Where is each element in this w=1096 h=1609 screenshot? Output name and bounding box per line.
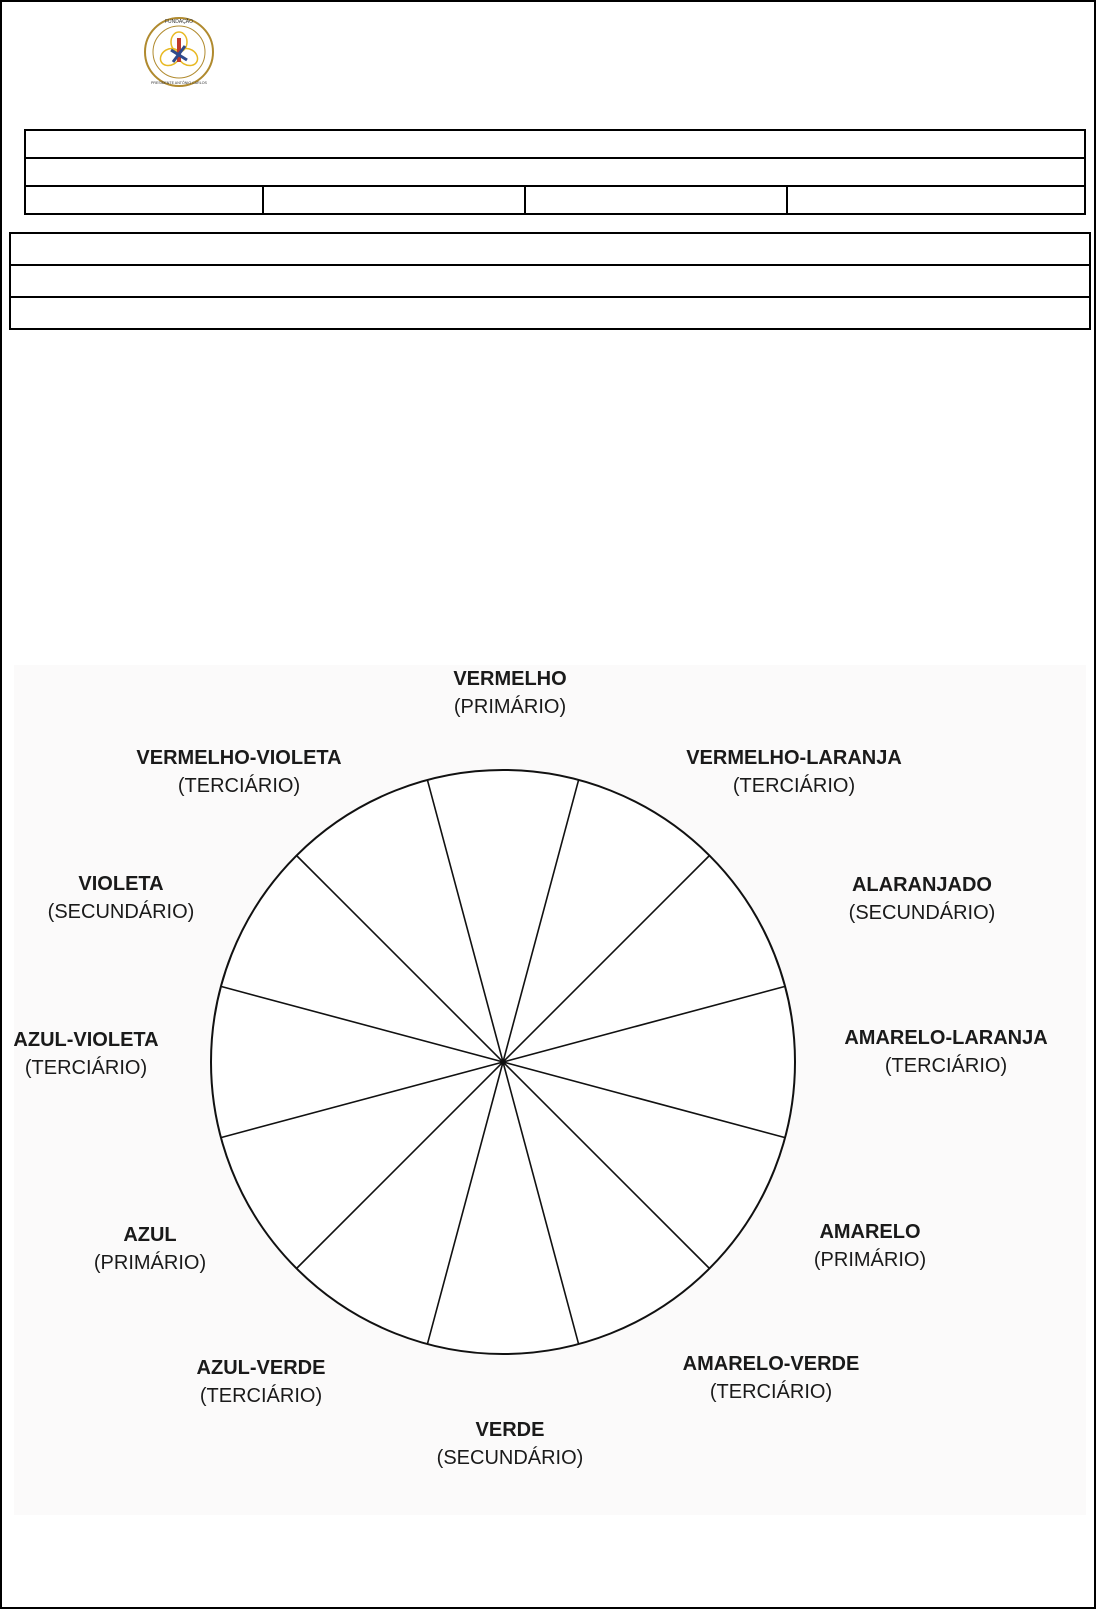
- activity-info-table: [9, 232, 1091, 330]
- color-type: (PRIMÁRIO): [93, 1252, 207, 1274]
- color-wheel-area: [14, 665, 1086, 1515]
- color-label-vermelho-violeta: [136, 744, 341, 800]
- color-label-azul: [94, 1221, 206, 1277]
- form-field[interactable]: [525, 186, 787, 214]
- form-row: [10, 265, 1090, 297]
- color-name: AMARELO-VERDE: [682, 1353, 860, 1375]
- color-label-vermelho: [453, 665, 566, 721]
- logo-text-bottom: PRESIDENTE ANTÔNIO CARLOS: [151, 81, 207, 85]
- color-name: VERMELHO: [453, 668, 567, 690]
- color-name: AZUL-VERDE: [196, 1357, 326, 1379]
- foundation-seal-logo: [143, 16, 215, 88]
- color-type: (TERCIÁRIO): [199, 1385, 323, 1407]
- color-type: (TERCIÁRIO): [709, 1381, 833, 1403]
- color-type: (SECUNDÁRIO): [47, 901, 195, 923]
- logo-text-top: FUNDAÇÃO: [164, 19, 194, 25]
- student-info-table: [24, 129, 1086, 215]
- form-row: [25, 158, 1085, 186]
- color-name: VERMELHO-VIOLETA: [136, 747, 342, 769]
- color-name: AZUL-VIOLETA: [13, 1029, 159, 1051]
- color-label-azul-verde: [197, 1354, 326, 1410]
- form-row: [25, 130, 1085, 158]
- form-field[interactable]: [787, 186, 1085, 214]
- color-label-amarelo-verde: [683, 1350, 860, 1406]
- color-type: (PRIMÁRIO): [813, 1249, 927, 1271]
- form-field[interactable]: [10, 297, 1090, 329]
- form-field[interactable]: [25, 158, 1085, 186]
- form-field[interactable]: [25, 130, 1085, 158]
- color-label-vermelho-laranja: [686, 744, 902, 800]
- form-row: [10, 297, 1090, 329]
- color-name: VERDE: [475, 1419, 545, 1441]
- form-field[interactable]: [10, 265, 1090, 297]
- color-type: (TERCIÁRIO): [177, 775, 301, 797]
- color-name: VERMELHO-LARANJA: [686, 747, 902, 769]
- color-label-amarelo: [814, 1218, 926, 1274]
- color-type: (SECUNDÁRIO): [436, 1447, 584, 1469]
- color-name: AZUL: [123, 1224, 177, 1246]
- color-name: ALARANJADO: [851, 874, 992, 896]
- form-field[interactable]: [10, 233, 1090, 265]
- form-field[interactable]: [263, 186, 525, 214]
- color-type: (TERCIÁRIO): [732, 775, 856, 797]
- form-field[interactable]: [25, 186, 263, 214]
- color-type: (TERCIÁRIO): [24, 1057, 148, 1079]
- color-name: AMARELO-LARANJA: [844, 1027, 1048, 1049]
- color-label-amarelo-laranja: [844, 1024, 1047, 1080]
- color-label-azul-violeta: [13, 1026, 158, 1082]
- form-row: [10, 233, 1090, 265]
- form-row: [25, 186, 1085, 214]
- color-name: AMARELO: [819, 1221, 921, 1243]
- color-label-verde: [437, 1416, 584, 1472]
- color-type: (SECUNDÁRIO): [848, 902, 996, 924]
- color-type: (TERCIÁRIO): [884, 1055, 1008, 1077]
- color-label-alaranjado: [849, 871, 996, 927]
- color-name: VIOLETA: [78, 873, 164, 895]
- color-type: (PRIMÁRIO): [453, 696, 567, 718]
- color-label-violeta: [48, 870, 195, 926]
